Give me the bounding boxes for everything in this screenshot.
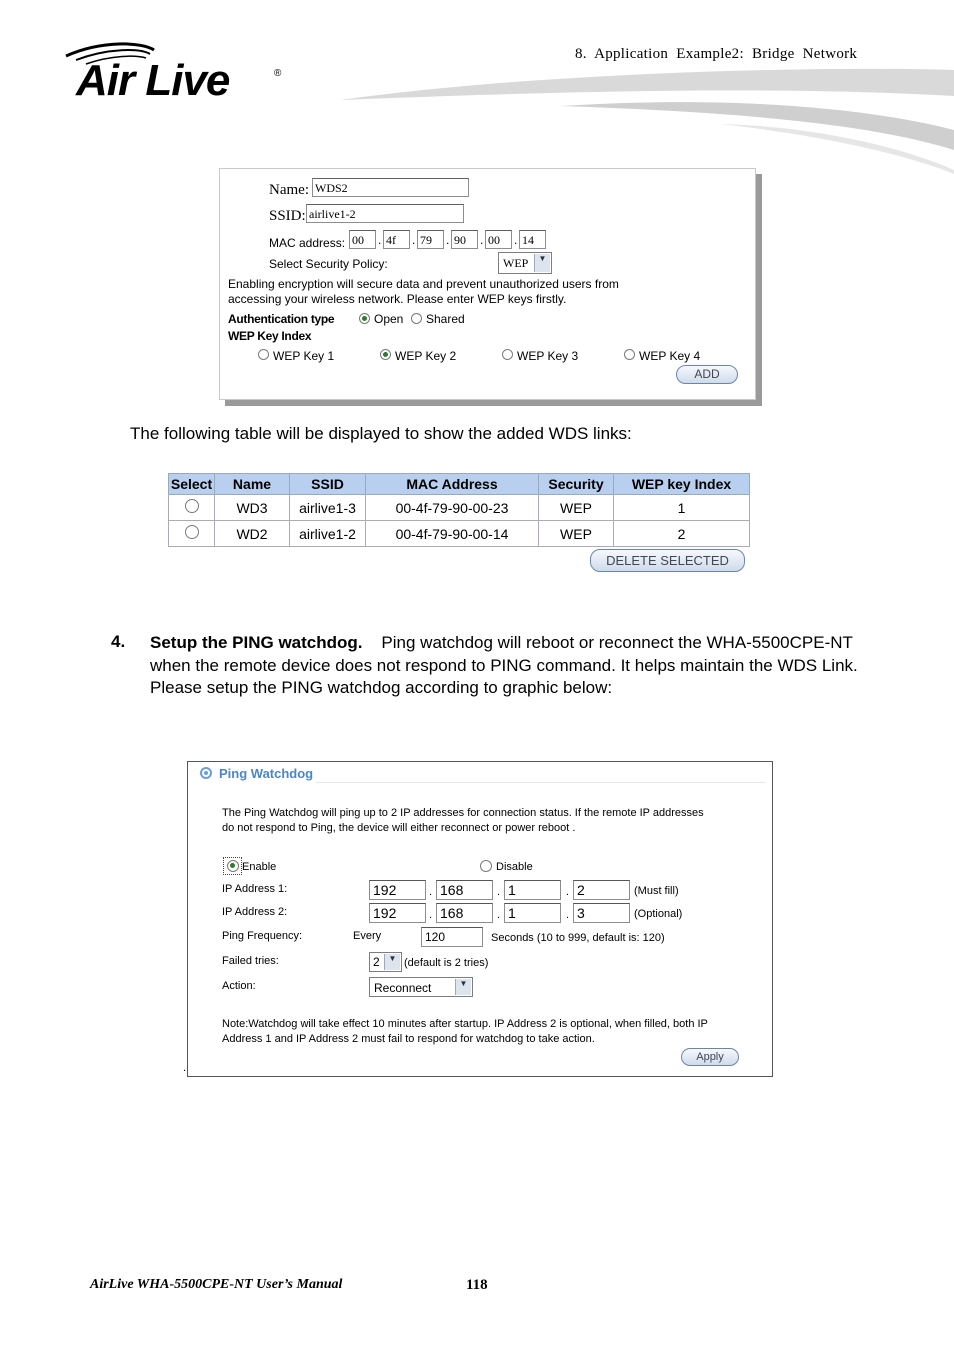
wep-key-3-label: WEP Key 3 xyxy=(517,349,579,363)
col-mac: MAC Address xyxy=(366,474,539,495)
row-name: WD3 xyxy=(215,495,290,521)
ip-dot: . xyxy=(429,886,433,898)
ssid-label: SSID: xyxy=(269,208,306,224)
row-name: WD2 xyxy=(215,521,290,547)
ping-frequency-every: Every xyxy=(353,930,382,942)
table-header-row xyxy=(169,474,750,495)
name-label: Name: xyxy=(269,182,309,198)
col-select: Select xyxy=(169,474,215,495)
row-wep-index: 2 xyxy=(614,521,750,547)
registered-mark: ® xyxy=(274,68,282,79)
ip-dot: . xyxy=(566,909,570,921)
delete-selected-button[interactable]: DELETE SELECTED xyxy=(590,549,745,572)
enable-radio[interactable] xyxy=(227,860,239,872)
wds-form-screenshot xyxy=(219,168,767,412)
security-policy-label: Select Security Policy: xyxy=(269,257,388,271)
disable-label: Disable xyxy=(496,861,533,873)
wep-key-2-radio[interactable] xyxy=(380,349,391,360)
disable-radio[interactable] xyxy=(480,860,492,872)
step-body: Ping watchdog will reboot or reconnect the WHA-5500CPE-NT when the remote device does not respond to PING command. It helps maintain the WDS Link. Please setup the PING watchdog according to graphic below: xyxy=(150,633,858,697)
mac-part-5[interactable]: 00 xyxy=(485,230,512,249)
security-policy-value: WEP xyxy=(503,256,529,270)
col-wep-index: WEP key Index xyxy=(614,474,750,495)
row-ssid: airlive1-3 xyxy=(290,495,366,521)
wep-key-4-radio[interactable] xyxy=(624,349,635,360)
chapter-heading: 8. Application Example2: Bridge Network xyxy=(575,46,858,62)
chevron-down-icon: ▼ xyxy=(384,954,400,970)
ip-dot: . xyxy=(497,886,501,898)
enable-label: Enable xyxy=(242,861,277,873)
row-select-cell xyxy=(169,521,215,547)
col-name: Name xyxy=(215,474,290,495)
auth-open-radio[interactable] xyxy=(359,313,370,324)
name-input[interactable]: WDS2 xyxy=(312,178,469,197)
mac-separator: . xyxy=(446,233,450,247)
col-security: Security xyxy=(539,474,614,495)
mac-part-1[interactable]: 00 xyxy=(349,230,376,249)
wep-key-3-radio[interactable] xyxy=(502,349,513,360)
mac-part-4[interactable]: 90 xyxy=(451,230,478,249)
ping-note-line1: Note:Watchdog will take effect 10 minutes after startup. IP Address 2 is optional, when filled, both IP xyxy=(222,1018,708,1030)
row-mac: 00-4f-79-90-00-23 xyxy=(366,495,539,521)
ip2-label: IP Address 2: xyxy=(222,906,288,918)
mac-part-3[interactable]: 79 xyxy=(417,230,444,249)
step-number: 4. xyxy=(111,632,126,651)
step-paragraph xyxy=(150,632,870,700)
ping-frequency-input[interactable]: 120 xyxy=(421,927,483,947)
ip2-note: (Optional) xyxy=(634,908,683,920)
mac-label: MAC address: xyxy=(269,236,346,250)
auth-shared-label: Shared xyxy=(426,312,465,326)
ping-watchdog-title: Ping Watchdog xyxy=(219,766,314,781)
row-security: WEP xyxy=(539,521,614,547)
ip1-octet-4[interactable]: 2 xyxy=(573,880,630,900)
ping-frequency-label: Ping Frequency: xyxy=(222,930,303,942)
row-wep-index: 1 xyxy=(614,495,750,521)
auth-shared-radio[interactable] xyxy=(411,313,422,324)
mac-separator: . xyxy=(480,233,484,247)
row-ssid: airlive1-2 xyxy=(290,521,366,547)
ip-dot: . xyxy=(566,886,570,898)
ip1-octet-1[interactable]: 192 xyxy=(369,880,426,900)
wds-form-panel xyxy=(219,168,756,400)
ip1-octet-2[interactable]: 168 xyxy=(436,880,493,900)
action-select[interactable] xyxy=(369,977,473,997)
ping-note-line2: Address 1 and IP Address 2 must fail to respond for watchdog to take action. xyxy=(222,1033,595,1045)
ip-dot: . xyxy=(497,909,501,921)
row-select-radio[interactable] xyxy=(185,525,199,539)
mac-part-6[interactable]: 14 xyxy=(519,230,546,249)
mac-separator: . xyxy=(514,233,518,247)
chevron-down-icon: ▼ xyxy=(455,979,471,995)
table-row xyxy=(169,495,750,521)
airlive-logo xyxy=(62,42,292,108)
ip2-octet-4[interactable]: 3 xyxy=(573,903,630,923)
action-value: Reconnect xyxy=(374,981,432,995)
table-row xyxy=(169,521,750,547)
wep-key-index-label: WEP Key Index xyxy=(228,329,312,343)
col-ssid: SSID xyxy=(290,474,366,495)
header-decoration xyxy=(340,66,954,176)
ip1-label: IP Address 1: xyxy=(222,883,288,895)
mac-separator: . xyxy=(378,233,382,247)
failed-tries-note: (default is 2 tries) xyxy=(404,957,489,969)
add-button[interactable]: ADD xyxy=(676,365,738,384)
failed-tries-select[interactable] xyxy=(369,952,402,972)
ip1-note: (Must fill) xyxy=(634,885,679,897)
footer-manual-title: AirLive WHA-5500CPE-NT User’s Manual xyxy=(90,1277,343,1292)
row-mac: 00-4f-79-90-00-14 xyxy=(366,521,539,547)
table-intro-text: The following table will be displayed to show the added WDS links: xyxy=(130,424,632,443)
security-policy-select[interactable] xyxy=(498,252,552,274)
ip1-octet-3[interactable]: 1 xyxy=(504,880,561,900)
ssid-input[interactable]: airlive1-2 xyxy=(306,204,464,223)
failed-tries-value: 2 xyxy=(373,955,380,969)
mac-separator: . xyxy=(412,233,416,247)
step-title: Setup the PING watchdog. xyxy=(150,633,363,652)
wep-key-1-radio[interactable] xyxy=(258,349,269,360)
mac-part-2[interactable]: 4f xyxy=(383,230,410,249)
failed-tries-label: Failed tries: xyxy=(222,955,279,967)
logo-text: Air Live xyxy=(76,56,230,105)
apply-button[interactable]: Apply xyxy=(681,1048,739,1066)
wep-key-2-label: WEP Key 2 xyxy=(395,349,457,363)
ip2-octet-2[interactable]: 168 xyxy=(436,903,493,923)
ip2-octet-1[interactable]: 192 xyxy=(369,903,426,923)
wds-links-table xyxy=(168,473,750,547)
row-select-radio[interactable] xyxy=(185,499,199,513)
encryption-note-line2: accessing your wireless network. Please enter WEP keys firstly. xyxy=(228,292,567,306)
chevron-down-icon: ▼ xyxy=(534,254,550,272)
ip-dot: . xyxy=(429,909,433,921)
row-select-cell xyxy=(169,495,215,521)
wep-key-4-label: WEP Key 4 xyxy=(639,349,701,363)
wep-key-1-label: WEP Key 1 xyxy=(273,349,335,363)
stray-dot: . xyxy=(183,1062,187,1074)
target-icon xyxy=(200,767,212,779)
auth-open-label: Open xyxy=(374,312,404,326)
row-security: WEP xyxy=(539,495,614,521)
ping-desc-line2: do not respond to Ping, the device will either reconnect or power reboot . xyxy=(222,822,576,834)
encryption-note-line1: Enabling encryption will secure data and prevent unauthorized users from xyxy=(228,277,619,291)
ping-desc-line1: The Ping Watchdog will ping up to 2 IP addresses for connection status. If the remote IP addresses xyxy=(222,807,704,819)
auth-type-label: Authentication type xyxy=(228,312,335,326)
ip2-octet-3[interactable]: 1 xyxy=(504,903,561,923)
ping-frequency-note: Seconds (10 to 999, default is: 120) xyxy=(491,932,665,944)
ping-watchdog-screenshot xyxy=(187,761,773,1077)
action-label: Action: xyxy=(222,980,256,992)
page-number: 118 xyxy=(466,1277,488,1293)
